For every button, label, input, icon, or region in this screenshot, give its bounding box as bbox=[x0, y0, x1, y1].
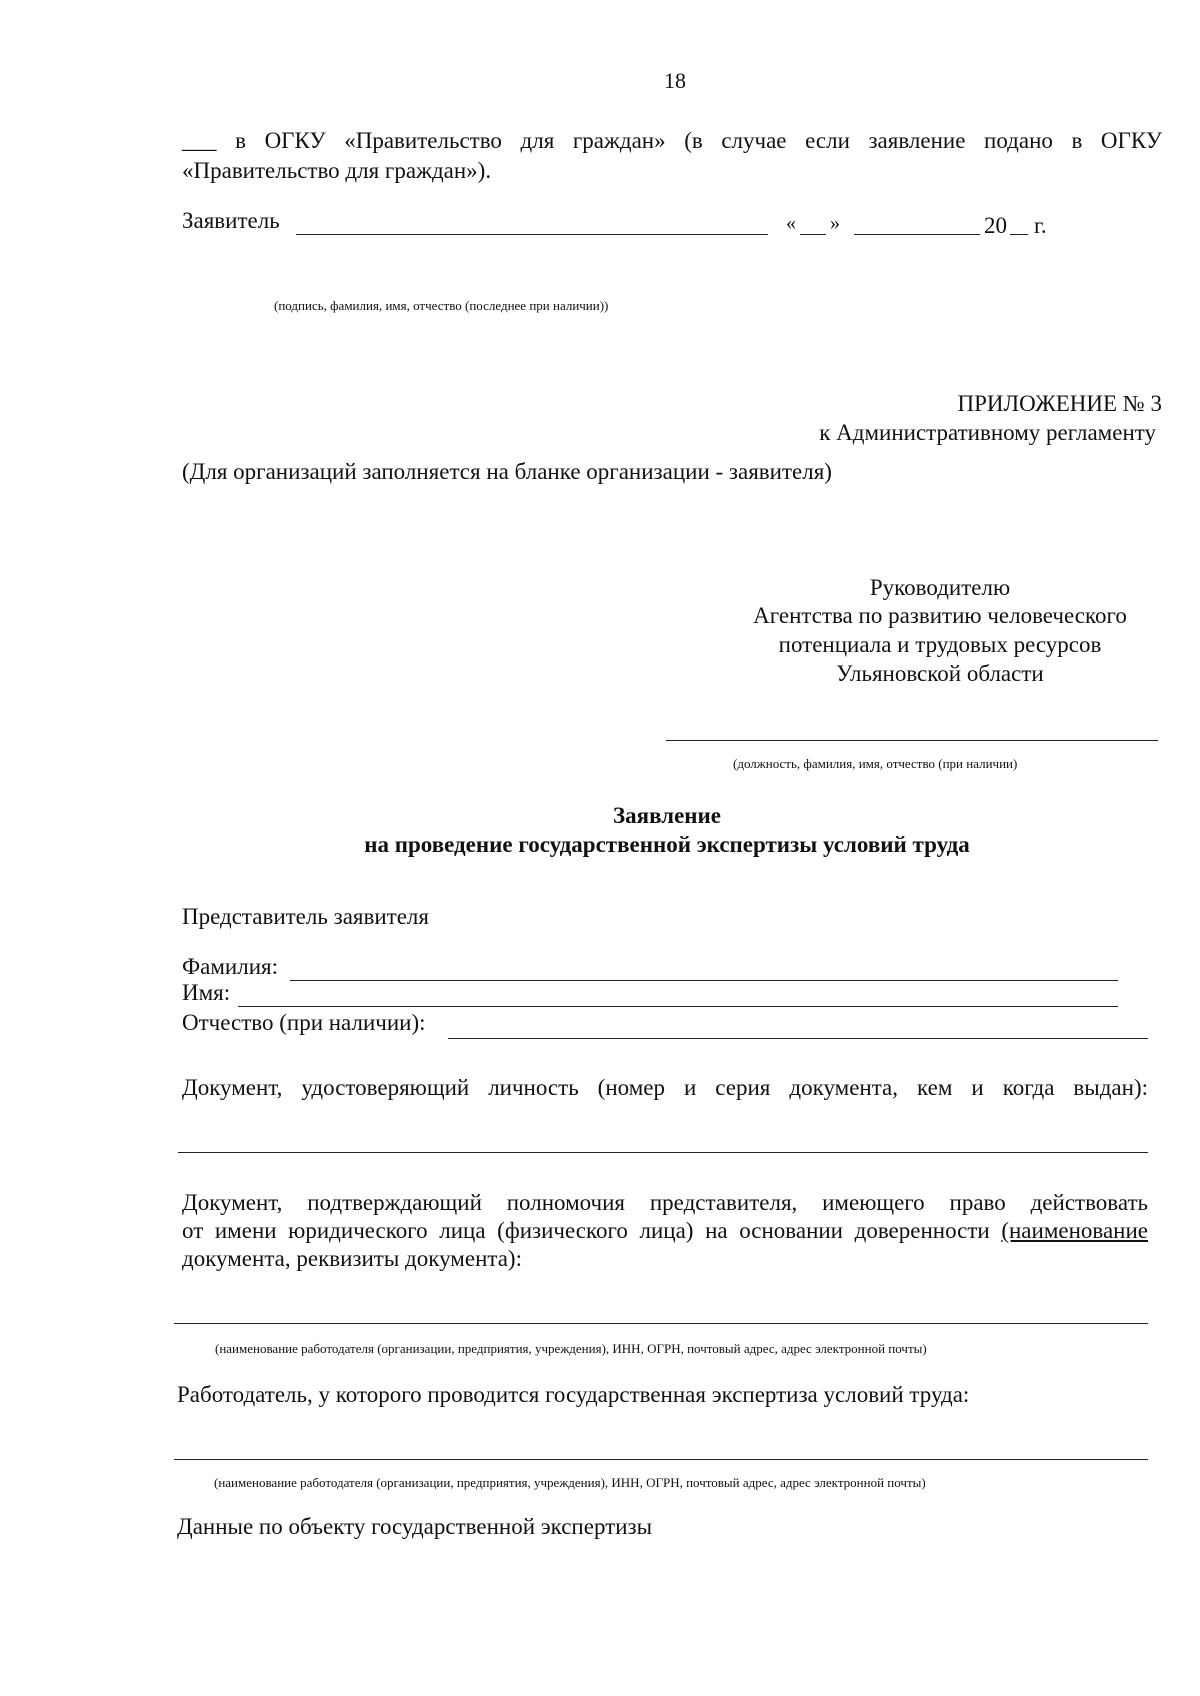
authority-doc-line-3: документа, реквизиты документа): bbox=[182, 1246, 522, 1271]
date-day-line bbox=[800, 234, 826, 235]
date-quote-open: « bbox=[786, 212, 796, 234]
appendix-title: ПРИЛОЖЕНИЕ № 3 bbox=[957, 391, 1162, 416]
date-quote-close: » bbox=[830, 212, 840, 234]
top-paragraph-line-2: «Правительство для граждан»). bbox=[182, 158, 492, 183]
blank-field: ___ bbox=[182, 128, 217, 153]
authority-doc-line-2-text: от имени юридического лица (физического лица) на основании доверенности bbox=[182, 1218, 1002, 1243]
signature-caption: (подпись, фамилия, имя, отчество (последнее при наличии)) bbox=[274, 298, 609, 313]
document-subheading: на проведение государственной экспертизы условий труда bbox=[364, 832, 970, 857]
date-year-suffix: г. bbox=[1034, 213, 1047, 238]
identity-doc-label: Документ, удостоверяющий личность (номер и серия документа, кем и когда выдан): bbox=[182, 1075, 1148, 1100]
authority-doc-underlined: (наименование bbox=[1001, 1218, 1148, 1243]
employer-field[interactable] bbox=[174, 1459, 1148, 1460]
document-heading: Заявление bbox=[612, 803, 722, 828]
appendix-subtitle: к Административному регламенту bbox=[819, 420, 1156, 445]
patronymic-field[interactable] bbox=[448, 1038, 1148, 1039]
date-year-line bbox=[1010, 234, 1028, 235]
addressee-line-3: потенциала и трудовых ресурсов bbox=[778, 632, 1102, 657]
authority-doc-caption: (наименование работодателя (организации, предприятия, учреждения), ИНН, ОГРН, почтовый адрес, адрес электронной почты) bbox=[215, 1341, 927, 1356]
top-paragraph-line-1 bbox=[182, 126, 1162, 155]
applicant-label: Заявитель bbox=[182, 208, 280, 233]
date-year-prefix: 20 bbox=[984, 213, 1007, 238]
addressee-signature-line bbox=[666, 740, 1158, 741]
representative-title: Представитель заявителя bbox=[182, 904, 429, 929]
name-field[interactable] bbox=[238, 1006, 1118, 1007]
addressee-caption: (должность, фамилия, имя, отчество (при наличии) bbox=[733, 756, 1018, 771]
surname-label: Фамилия: bbox=[182, 954, 278, 979]
org-note: (Для организаций заполняется на бланке организации - заявителя) bbox=[182, 459, 832, 484]
addressee-line-4: Ульяновской области bbox=[836, 661, 1044, 686]
identity-doc-field[interactable] bbox=[178, 1152, 1148, 1153]
authority-doc-line-1: Документ, подтверждающий полномочия представителя, имеющего право действовать bbox=[182, 1190, 1148, 1215]
signature-line bbox=[296, 234, 768, 235]
authority-doc-line-2 bbox=[182, 1216, 1148, 1245]
addressee-line-2: Агентства по развитию человеческого bbox=[753, 603, 1127, 628]
surname-field[interactable] bbox=[290, 980, 1118, 981]
patronymic-label: Отчество (при наличии): bbox=[182, 1010, 426, 1035]
employer-label: Работодатель, у которого проводится государственная экспертиза условий труда: bbox=[177, 1382, 970, 1407]
name-label: Имя: bbox=[182, 980, 231, 1005]
addressee-line-1: Руководителю bbox=[869, 575, 1011, 600]
date-month-line bbox=[854, 234, 980, 235]
authority-doc-field[interactable] bbox=[174, 1323, 1148, 1324]
employer-caption: (наименование работодателя (организации, предприятия, учреждения), ИНН, ОГРН, почтовый адрес, адрес электронной почты) bbox=[214, 1475, 926, 1490]
page-number: 18 bbox=[664, 68, 686, 93]
object-data-label: Данные по объекту государственной экспертизы bbox=[177, 1514, 653, 1539]
top-paragraph-text: в ОГКУ «Правительство для граждан» (в случае если заявление подано в ОГКУ bbox=[235, 128, 1163, 153]
